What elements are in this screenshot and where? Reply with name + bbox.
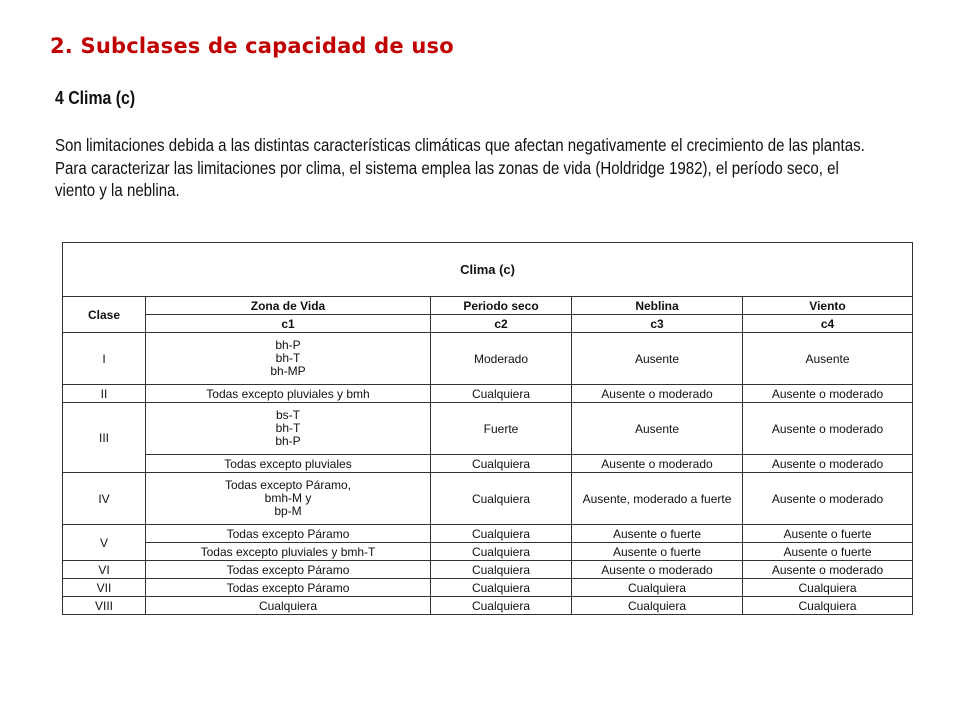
viento-cell: Ausente o fuerte <box>743 525 913 543</box>
description-line: Son limitaciones debida a las distintas características climáticas que afectan negativamente el crecimiento de las plantas. <box>55 135 865 155</box>
clase-cell: IV <box>63 473 146 525</box>
zona-cell: Todas excepto Páramo <box>146 561 431 579</box>
neblina-cell: Cualquiera <box>572 597 743 615</box>
zona-cell: Todas excepto Páramo <box>146 525 431 543</box>
viento-cell: Ausente o moderado <box>743 455 913 473</box>
zona-line: Todas excepto Páramo, <box>224 478 352 492</box>
zona-cell: Todas excepto pluviales y bmh <box>146 385 431 403</box>
table-row <box>63 579 913 597</box>
header-viento: Viento <box>743 297 913 315</box>
table-row <box>63 543 913 561</box>
zona-line: bmh-M y <box>264 491 312 505</box>
code-c1: c1 <box>146 315 431 333</box>
header-periodo-seco: Periodo seco <box>431 297 572 315</box>
table-row <box>63 561 913 579</box>
neblina-cell: Ausente o moderado <box>572 455 743 473</box>
clima-table <box>62 242 913 615</box>
table-row <box>63 473 913 525</box>
viento-cell: Ausente o moderado <box>743 473 913 525</box>
viento-cell: Ausente o moderado <box>743 561 913 579</box>
neblina-cell: Ausente o fuerte <box>572 525 743 543</box>
neblina-cell: Cualquiera <box>572 579 743 597</box>
table-row <box>63 597 913 615</box>
table-row <box>63 525 913 543</box>
clase-cell: III <box>63 403 146 473</box>
zona-line: bs-T <box>276 408 300 422</box>
neblina-cell: Ausente o fuerte <box>572 543 743 561</box>
header-clase: Clase <box>63 297 146 333</box>
viento-cell: Ausente o moderado <box>743 385 913 403</box>
table-row <box>63 455 913 473</box>
viento-cell: Cualquiera <box>743 579 913 597</box>
zona-line: bp-M <box>274 504 302 518</box>
zona-cell: Cualquiera <box>146 597 431 615</box>
description-line: Para caracterizar las limitaciones por clima, el sistema emplea las zonas de vida (Holdridge 1982), el período seco, el <box>55 157 839 178</box>
zona-line: bh-P <box>275 434 301 448</box>
slide-title: 2. Subclases de capacidad de uso <box>50 34 454 58</box>
clase-cell: I <box>63 333 146 385</box>
zona-line: bh-P <box>275 338 301 352</box>
zona-line: bh-T <box>275 351 301 365</box>
header-neblina: Neblina <box>572 297 743 315</box>
clase-cell: VIII <box>63 597 146 615</box>
neblina-cell: Ausente, moderado a fuerte <box>572 473 743 525</box>
periodo-cell: Cualquiera <box>431 525 572 543</box>
header-zona-de-vida: Zona de Vida <box>146 297 431 315</box>
clase-cell: V <box>63 525 146 561</box>
periodo-cell: Cualquiera <box>431 473 572 525</box>
periodo-cell: Fuerte <box>431 403 572 455</box>
zona-line: bh-T <box>275 421 301 435</box>
neblina-cell: Ausente o moderado <box>572 561 743 579</box>
clase-cell: II <box>63 385 146 403</box>
viento-cell: Ausente o moderado <box>743 403 913 455</box>
table-row <box>63 385 913 403</box>
code-c2: c2 <box>431 315 572 333</box>
periodo-cell: Cualquiera <box>431 579 572 597</box>
neblina-cell: Ausente <box>572 403 743 455</box>
periodo-cell: Cualquiera <box>431 543 572 561</box>
periodo-cell: Cualquiera <box>431 385 572 403</box>
neblina-cell: Ausente o moderado <box>572 385 743 403</box>
code-c3: c3 <box>572 315 743 333</box>
periodo-cell: Cualquiera <box>431 561 572 579</box>
periodo-cell: Cualquiera <box>431 455 572 473</box>
viento-cell: Ausente <box>743 333 913 385</box>
table-row <box>63 333 913 385</box>
description-line: viento y la neblina. <box>55 180 180 200</box>
section-heading: 4 Clima (c) <box>55 88 136 108</box>
code-c4: c4 <box>743 315 913 333</box>
clase-cell: VII <box>63 579 146 597</box>
zona-cell: Todas excepto Páramo <box>146 579 431 597</box>
zona-cell <box>146 473 431 525</box>
zona-cell <box>146 333 431 385</box>
viento-cell: Cualquiera <box>743 597 913 615</box>
table-caption: Clima (c) <box>63 243 913 297</box>
table-row <box>63 403 913 455</box>
periodo-cell: Cualquiera <box>431 597 572 615</box>
neblina-cell: Ausente <box>572 333 743 385</box>
zona-cell <box>146 403 431 455</box>
description-paragraph <box>55 134 906 202</box>
periodo-cell: Moderado <box>431 333 572 385</box>
clase-cell: VI <box>63 561 146 579</box>
zona-line: bh-MP <box>270 364 306 378</box>
viento-cell: Ausente o fuerte <box>743 543 913 561</box>
zona-cell: Todas excepto pluviales <box>146 455 431 473</box>
zona-cell: Todas excepto pluviales y bmh-T <box>146 543 431 561</box>
